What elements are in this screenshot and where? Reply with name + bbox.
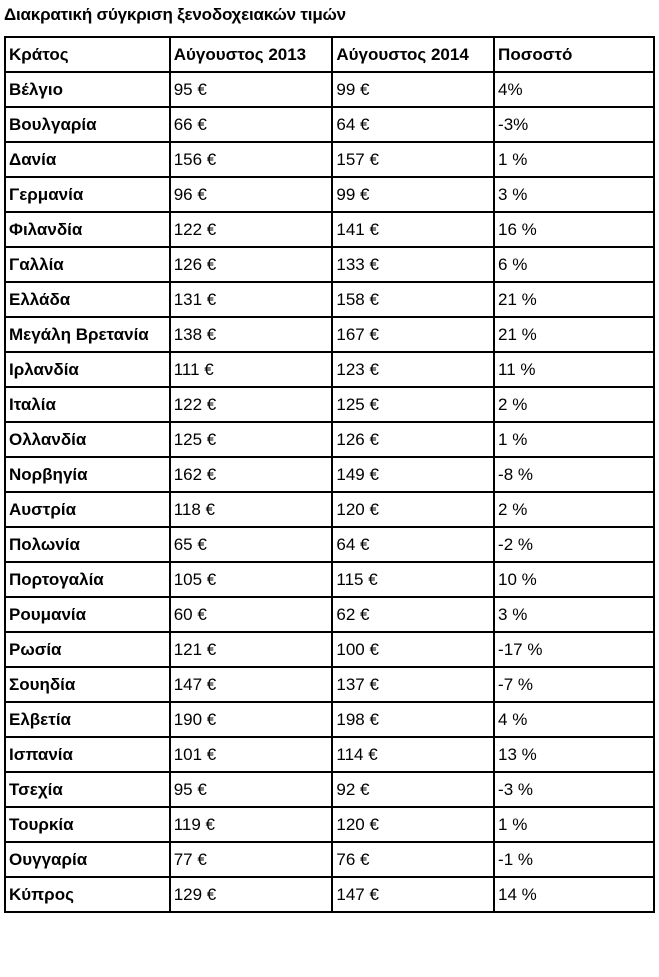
price-2014-cell: 115 € bbox=[332, 562, 494, 597]
percentage-cell: 2 % bbox=[494, 492, 654, 527]
country-cell: Ισπανία bbox=[5, 737, 170, 772]
percentage-cell: 10 % bbox=[494, 562, 654, 597]
table-row bbox=[5, 807, 654, 842]
table-row bbox=[5, 492, 654, 527]
table-row bbox=[5, 772, 654, 807]
country-cell: Αυστρία bbox=[5, 492, 170, 527]
price-2014-cell: 64 € bbox=[332, 527, 494, 562]
price-2014-cell: 149 € bbox=[332, 457, 494, 492]
table-row bbox=[5, 282, 654, 317]
table-row bbox=[5, 72, 654, 107]
table-row bbox=[5, 842, 654, 877]
price-2013-cell: 131 € bbox=[170, 282, 333, 317]
price-2014-cell: 64 € bbox=[332, 107, 494, 142]
percentage-cell: 4 % bbox=[494, 702, 654, 737]
country-cell: Κύπρος bbox=[5, 877, 170, 912]
price-2013-cell: 162 € bbox=[170, 457, 333, 492]
percentage-cell: -1 % bbox=[494, 842, 654, 877]
country-cell: Πορτογαλία bbox=[5, 562, 170, 597]
percentage-cell: 2 % bbox=[494, 387, 654, 422]
percentage-cell: 1 % bbox=[494, 142, 654, 177]
table-row bbox=[5, 352, 654, 387]
percentage-cell: 6 % bbox=[494, 247, 654, 282]
percentage-cell: 13 % bbox=[494, 737, 654, 772]
price-2014-cell: 147 € bbox=[332, 877, 494, 912]
price-2014-cell: 167 € bbox=[332, 317, 494, 352]
table-row bbox=[5, 457, 654, 492]
price-2014-cell: 157 € bbox=[332, 142, 494, 177]
country-cell: Ουγγαρία bbox=[5, 842, 170, 877]
price-2014-cell: 76 € bbox=[332, 842, 494, 877]
table-row bbox=[5, 247, 654, 282]
price-2014-cell: 198 € bbox=[332, 702, 494, 737]
table-row bbox=[5, 737, 654, 772]
table-row bbox=[5, 107, 654, 142]
price-2013-cell: 105 € bbox=[170, 562, 333, 597]
percentage-cell: 1 % bbox=[494, 807, 654, 842]
header-august-2014: Αύγουστος 2014 bbox=[332, 37, 494, 72]
table-row bbox=[5, 877, 654, 912]
price-2013-cell: 190 € bbox=[170, 702, 333, 737]
country-cell: Δανία bbox=[5, 142, 170, 177]
percentage-cell: -8 % bbox=[494, 457, 654, 492]
price-2013-cell: 95 € bbox=[170, 772, 333, 807]
percentage-cell: 21 % bbox=[494, 317, 654, 352]
table-row bbox=[5, 212, 654, 247]
percentage-cell: 4% bbox=[494, 72, 654, 107]
price-2013-cell: 125 € bbox=[170, 422, 333, 457]
price-2013-cell: 96 € bbox=[170, 177, 333, 212]
table-header-row bbox=[5, 37, 654, 72]
header-august-2013: Αύγουστος 2013 bbox=[170, 37, 333, 72]
header-country: Κράτος bbox=[5, 37, 170, 72]
price-2014-cell: 158 € bbox=[332, 282, 494, 317]
table-row bbox=[5, 387, 654, 422]
country-cell: Τσεχία bbox=[5, 772, 170, 807]
percentage-cell: -17 % bbox=[494, 632, 654, 667]
percentage-cell: 3 % bbox=[494, 177, 654, 212]
price-2013-cell: 122 € bbox=[170, 212, 333, 247]
price-2013-cell: 65 € bbox=[170, 527, 333, 562]
percentage-cell: 21 % bbox=[494, 282, 654, 317]
percentage-cell: 3 % bbox=[494, 597, 654, 632]
percentage-cell: -2 % bbox=[494, 527, 654, 562]
country-cell: Τουρκία bbox=[5, 807, 170, 842]
percentage-cell: 1 % bbox=[494, 422, 654, 457]
price-2014-cell: 125 € bbox=[332, 387, 494, 422]
table-row bbox=[5, 422, 654, 457]
price-2013-cell: 101 € bbox=[170, 737, 333, 772]
price-comparison-table bbox=[4, 36, 655, 913]
price-2014-cell: 120 € bbox=[332, 492, 494, 527]
price-2013-cell: 111 € bbox=[170, 352, 333, 387]
table-row bbox=[5, 632, 654, 667]
table-row bbox=[5, 702, 654, 737]
page-title: Διακρατική σύγκριση ξενοδοχειακών τιμών bbox=[4, 5, 346, 24]
table-row bbox=[5, 317, 654, 352]
price-2013-cell: 118 € bbox=[170, 492, 333, 527]
price-2014-cell: 100 € bbox=[332, 632, 494, 667]
percentage-cell: 16 % bbox=[494, 212, 654, 247]
price-2014-cell: 123 € bbox=[332, 352, 494, 387]
country-cell: Ελβετία bbox=[5, 702, 170, 737]
percentage-cell: 14 % bbox=[494, 877, 654, 912]
price-2014-cell: 62 € bbox=[332, 597, 494, 632]
country-cell: Ελλάδα bbox=[5, 282, 170, 317]
percentage-cell: -7 % bbox=[494, 667, 654, 702]
table-row bbox=[5, 597, 654, 632]
country-cell: Γερμανία bbox=[5, 177, 170, 212]
country-cell: Βέλγιο bbox=[5, 72, 170, 107]
country-cell: Ιρλανδία bbox=[5, 352, 170, 387]
country-cell: Ρωσία bbox=[5, 632, 170, 667]
country-cell: Ολλανδία bbox=[5, 422, 170, 457]
table-row bbox=[5, 527, 654, 562]
country-cell: Ιταλία bbox=[5, 387, 170, 422]
table-row bbox=[5, 562, 654, 597]
country-cell: Μεγάλη Βρετανία bbox=[5, 317, 170, 352]
header-percentage: Ποσοστό bbox=[494, 37, 654, 72]
percentage-cell: -3 % bbox=[494, 772, 654, 807]
country-cell: Νορβηγία bbox=[5, 457, 170, 492]
price-2014-cell: 133 € bbox=[332, 247, 494, 282]
price-2013-cell: 121 € bbox=[170, 632, 333, 667]
percentage-cell: -3% bbox=[494, 107, 654, 142]
price-2013-cell: 119 € bbox=[170, 807, 333, 842]
price-2014-cell: 141 € bbox=[332, 212, 494, 247]
table-row bbox=[5, 177, 654, 212]
price-2014-cell: 114 € bbox=[332, 737, 494, 772]
price-2013-cell: 66 € bbox=[170, 107, 333, 142]
price-2014-cell: 99 € bbox=[332, 177, 494, 212]
country-cell: Βουλγαρία bbox=[5, 107, 170, 142]
price-2013-cell: 60 € bbox=[170, 597, 333, 632]
country-cell: Γαλλία bbox=[5, 247, 170, 282]
percentage-cell: 11 % bbox=[494, 352, 654, 387]
table-row bbox=[5, 142, 654, 177]
price-2013-cell: 138 € bbox=[170, 317, 333, 352]
price-2013-cell: 95 € bbox=[170, 72, 333, 107]
country-cell: Ρουμανία bbox=[5, 597, 170, 632]
price-2014-cell: 92 € bbox=[332, 772, 494, 807]
country-cell: Σουηδία bbox=[5, 667, 170, 702]
table-body bbox=[5, 72, 654, 912]
price-2014-cell: 126 € bbox=[332, 422, 494, 457]
price-2013-cell: 147 € bbox=[170, 667, 333, 702]
price-2014-cell: 120 € bbox=[332, 807, 494, 842]
price-2014-cell: 99 € bbox=[332, 72, 494, 107]
price-2013-cell: 126 € bbox=[170, 247, 333, 282]
price-2013-cell: 129 € bbox=[170, 877, 333, 912]
price-2013-cell: 77 € bbox=[170, 842, 333, 877]
price-2014-cell: 137 € bbox=[332, 667, 494, 702]
country-cell: Πολωνία bbox=[5, 527, 170, 562]
country-cell: Φιλανδία bbox=[5, 212, 170, 247]
price-2013-cell: 122 € bbox=[170, 387, 333, 422]
price-2013-cell: 156 € bbox=[170, 142, 333, 177]
table-row bbox=[5, 667, 654, 702]
